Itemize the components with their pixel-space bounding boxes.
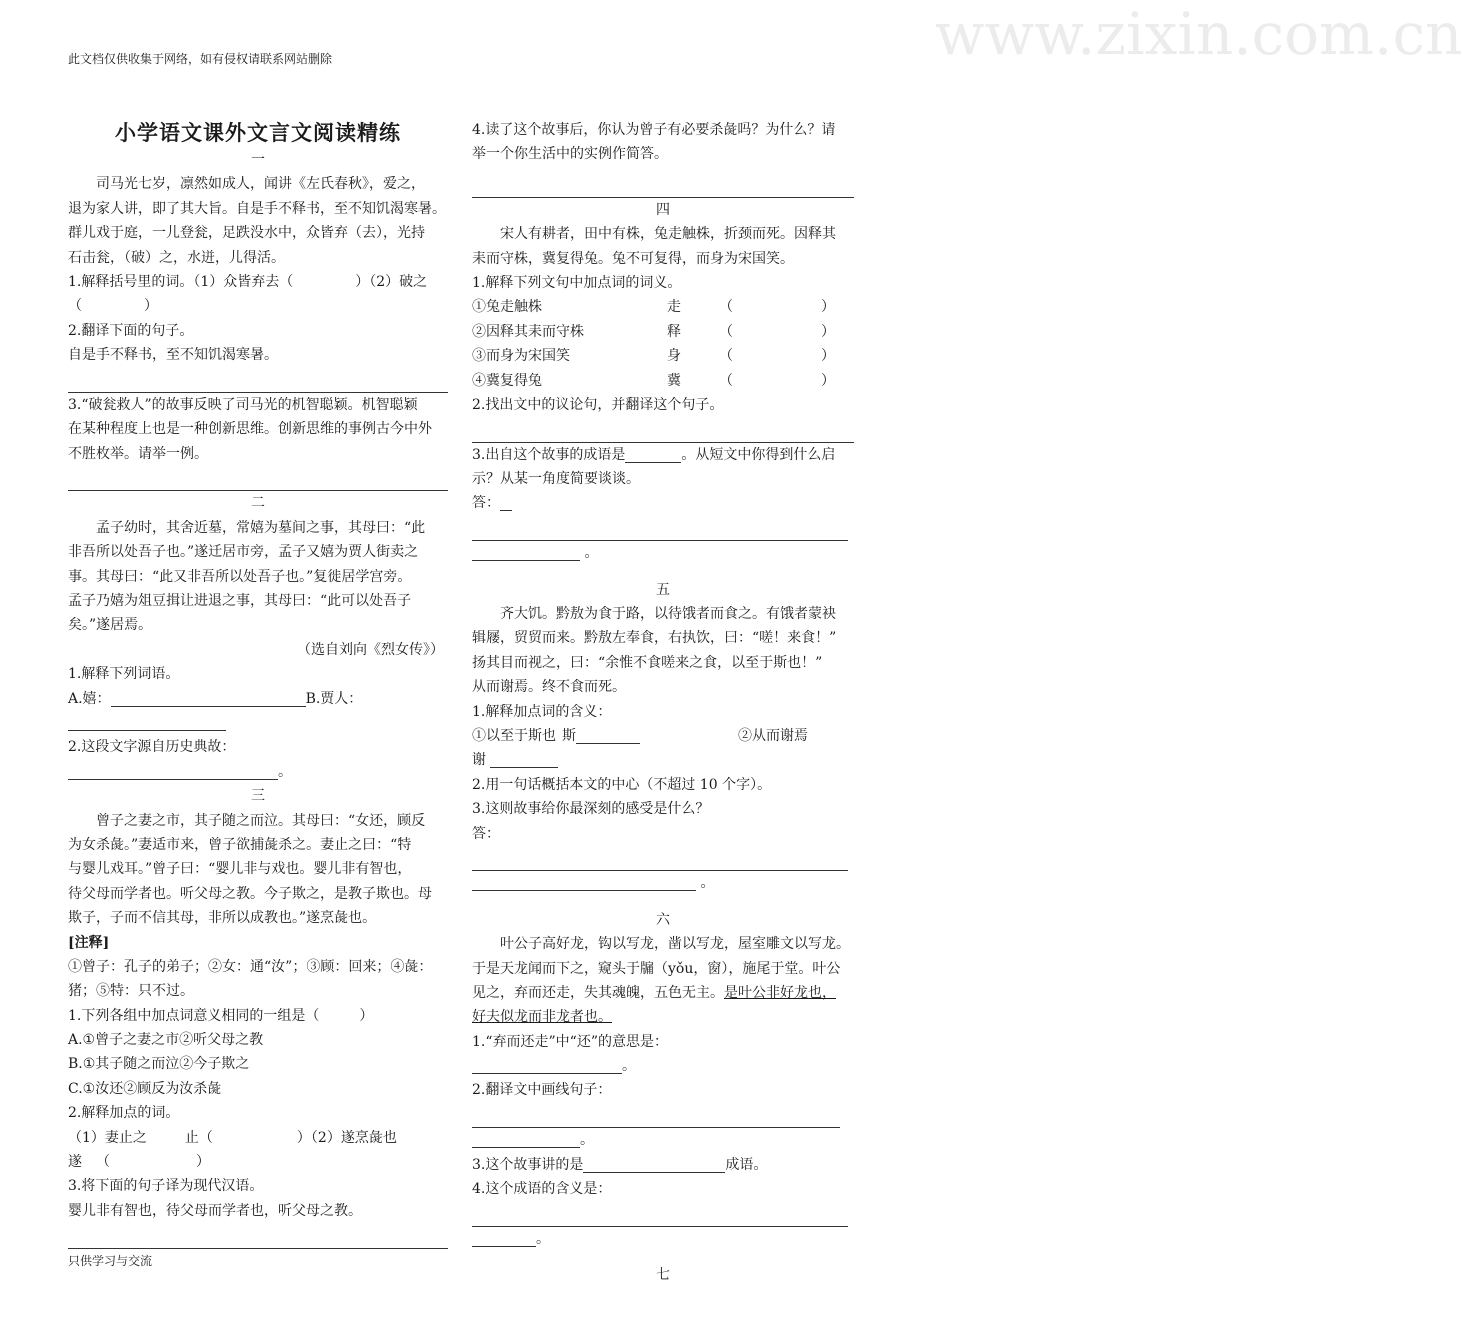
- passage-3-line: 待父母而学者也。听父母之教。今子欺之，是教子欺也。母: [68, 885, 432, 902]
- item-label: ）（2）遂烹彘也: [296, 1129, 397, 1146]
- question-1-3: 不胜枚举。请举一例。: [68, 445, 208, 462]
- paren: ）: [821, 348, 835, 365]
- answer-blank[interactable]: [583, 1156, 725, 1173]
- question-6-4: 4.这个成语的含义是：: [472, 1181, 612, 1198]
- question-5-3: 3.这则故事给你最深刻的感受是什么？: [472, 801, 710, 818]
- underlined-sentence: 是叶公非好龙也，: [724, 984, 836, 1001]
- section-number-4: 四: [656, 201, 670, 218]
- answer-label: 答：: [472, 825, 500, 842]
- question-text: （: [68, 298, 82, 315]
- question-4-3-cont: 示？从某一角度简要谈谈。: [472, 471, 640, 488]
- answer-blank-row: [472, 541, 854, 565]
- question-text: ）: [359, 1007, 374, 1024]
- option-b: B.①其子随之而泣②今子欺之: [68, 1056, 250, 1073]
- answer-line[interactable]: [472, 846, 848, 871]
- item-label: 遂: [68, 1154, 82, 1171]
- answer-blank-row: [472, 1128, 854, 1152]
- question-3-4: 举一个你生活中的实例作简答。: [472, 146, 668, 163]
- period: 。: [536, 1230, 550, 1247]
- paren: （: [719, 348, 733, 365]
- question-1-3: 在某种程度上也是一种创新思维。创新思维的事例古今中外: [68, 421, 432, 438]
- answer-blank[interactable]: [472, 1057, 622, 1074]
- answer-blank[interactable]: [625, 446, 681, 463]
- answer-line[interactable]: [68, 368, 448, 393]
- passage-3-line: 欺子，子而不信其母，非所以成教也。”遂烹彘也。: [68, 910, 377, 927]
- question-6-3: [472, 1153, 854, 1177]
- question-2-2: 2.这段文字源自历史典故：: [68, 739, 236, 756]
- passage-2-line: 事。其母曰：“此又非吾所以处吾子也。”复徙居学宫旁。: [68, 568, 412, 585]
- paren: ）: [821, 372, 835, 389]
- passage-3-line: 曾子之妻之市，其子随之而泣。其母曰：“女还，顾反: [96, 812, 426, 829]
- answer-label: 答：: [472, 495, 500, 512]
- item-label: 止（: [184, 1129, 213, 1146]
- passage-6-line: [472, 981, 854, 1005]
- item-word: 释: [667, 323, 681, 340]
- section-number-3: 三: [251, 788, 265, 805]
- passage-1-line: 石击瓮，（破）之，水迸，儿得活。: [68, 249, 285, 266]
- answer-label-row: [472, 491, 854, 515]
- period: 。: [584, 545, 599, 562]
- item-word: 冀: [667, 372, 681, 389]
- period: 。: [580, 1132, 594, 1149]
- item-label: ）: [196, 1154, 210, 1171]
- question-text: 3.出自这个故事的成语是: [472, 446, 626, 463]
- answer-line[interactable]: [472, 167, 854, 198]
- item-sentence: ②因释其耒而守株: [472, 323, 584, 340]
- answer-blank[interactable]: [500, 494, 512, 511]
- passage-5-line: 辑屦，贸贸而来。黔敖左奉食，右执饮，曰：“嗟！来食！”: [472, 630, 837, 647]
- item-sentence: ①以至于斯也: [472, 727, 556, 744]
- answer-blank[interactable]: [68, 714, 226, 731]
- item-word: 身: [667, 348, 681, 365]
- question-3-2: 2.解释加点的词。: [68, 1105, 180, 1122]
- passage-3-line: 为女杀彘。”妻适市来，曾子欲捕彘杀之。妻止之曰：“特: [68, 836, 412, 853]
- passage-2-line: 矣。”遂居焉。: [68, 617, 153, 634]
- question-4-3: [472, 443, 854, 467]
- question-3-2-items-cont: [68, 1150, 448, 1174]
- paren: （: [719, 372, 733, 389]
- question-3-2-items: [68, 1126, 448, 1150]
- passage-5-line: 从而谢焉。终不食而死。: [472, 679, 626, 696]
- header-note: 此文档仅供收集于网络，如有侵权请联系网站删除: [68, 52, 333, 66]
- question-text: 1.解释括号里的词。（1）众皆弃去（: [68, 273, 294, 290]
- note-line: 猪；⑤特：只不过。: [68, 983, 194, 1000]
- item-word: 谢: [472, 752, 486, 769]
- question-text: ）（2）破之: [355, 273, 428, 290]
- item-sentence: ②从而谢焉: [738, 727, 808, 744]
- question-3-1: [68, 1004, 448, 1028]
- question-5-1-items: [472, 724, 854, 748]
- passage-4-line: 宋人有耕者，田中有株，兔走触株，折颈而死。因释其: [500, 226, 836, 243]
- passage-2-line: 孟子乃嬉为俎豆揖让进退之事，其母曰：“此可以处吾子: [68, 593, 412, 610]
- question-4-1: 1.解释下列文句中加点词的词义。: [472, 274, 682, 291]
- left-column: [68, 118, 448, 1249]
- passage-5-line: 扬其目而视之，曰：“余惟不食嗟来之食，以至于斯也！”: [472, 654, 823, 671]
- question-4-1-item: [472, 344, 854, 368]
- passage-2-line: 非吾所以处吾子也。”遂迁居市旁，孟子又嬉为贾人街卖之: [68, 544, 419, 561]
- question-text: 成语。: [725, 1156, 768, 1173]
- question-1-2: 2.翻译下面的句子。: [68, 322, 194, 339]
- question-1-1-cont: [68, 294, 448, 318]
- item-label: （1）妻止之: [68, 1129, 147, 1146]
- item-sentence: ①兔走触株: [472, 299, 542, 316]
- question-5-2: 2.用一句话概括本文的中心（不超过 10 个字）。: [472, 776, 772, 793]
- option-a: A.①曾子之妻之市②听父母之教: [68, 1032, 264, 1049]
- passage-6-line: 于是天龙闻而下之，窥头于牖（yǒu，窗），施尾于堂。叶公: [472, 960, 841, 977]
- item-label: （: [96, 1154, 110, 1171]
- item-sentence: ③而身为宋国笑: [472, 348, 570, 365]
- passage-6-line: 叶公子高好龙，钩以写龙，凿以写龙，屋室雕文以写龙。: [500, 936, 850, 953]
- question-4-2: 2.找出文中的议论句，并翻译这个句子。: [472, 396, 724, 413]
- question-3-4: 4.读了这个故事后，你认为曾子有必要杀彘吗？为什么？请: [472, 122, 836, 138]
- question-3-3: 3.将下面的句子译为现代汉语。: [68, 1178, 264, 1195]
- question-3-3-sentence: 婴儿非有智也，待父母而学者也，听父母之教。: [68, 1202, 362, 1219]
- answer-blank[interactable]: [68, 763, 278, 780]
- question-2-1-items: [68, 687, 448, 711]
- question-4-1-item: [472, 369, 854, 393]
- underlined-sentence: 好夫似龙而非龙者也。: [472, 1009, 612, 1026]
- note-line: ①曾子：孔子的弟子；②女：通“汝”；③顾：回来；④彘：: [68, 958, 433, 975]
- answer-blank[interactable]: [490, 751, 558, 768]
- answer-blank[interactable]: [472, 1131, 580, 1148]
- answer-blank[interactable]: [472, 1230, 536, 1247]
- passage-1-line: 退为家人讲，即了其大旨。自是手不释书，至不知饥渴寒暑。: [68, 200, 446, 217]
- question-text: 。从短文中你得到什么启: [681, 446, 836, 463]
- answer-line[interactable]: [472, 1103, 840, 1128]
- answer-blank[interactable]: [576, 727, 640, 744]
- section-number-1: 一: [251, 152, 265, 168]
- passage-text: 见之，弃而还走，失其魂魄，五色无主。: [472, 984, 724, 1001]
- passage-2-line: 孟子幼时，其舍近墓，常嬉为墓间之事，其母曰：“此: [96, 519, 426, 536]
- passage-4-line: 耒而守株，冀复得兔。兔不可复得，而身为宋国笑。: [472, 250, 794, 267]
- question-text: 3.这个故事讲的是: [472, 1156, 584, 1173]
- question-6-1: 1.“弃而还走”中“还”的意思是：: [472, 1033, 668, 1050]
- section-number-6: 六: [656, 911, 670, 928]
- answer-blank-row: [472, 871, 854, 895]
- section-number-7: 七: [656, 1267, 670, 1284]
- question-5-1: 1.解释加点词的含义：: [472, 703, 612, 720]
- question-1-2-sentence: 自是手不释书，至不知饥渴寒暑。: [68, 347, 278, 364]
- item-label: B.贾人：: [305, 690, 363, 707]
- question-4-1-item: [472, 295, 854, 319]
- paren: （: [719, 299, 733, 316]
- watermark: www.zixin.com.cn: [935, 0, 1462, 68]
- source-citation: （选自刘向《烈女传》）: [297, 641, 444, 658]
- paren: ）: [821, 299, 835, 316]
- passage-3-line: 与婴儿戏耳。”曾子曰：“婴儿非与戏也。婴儿非有智也，: [68, 861, 412, 878]
- footer-note: 只供学习与交流: [68, 1254, 153, 1268]
- question-2-1: 1.解释下列词语。: [68, 666, 180, 683]
- question-4-1-item: [472, 320, 854, 344]
- notes-heading: [注释]: [68, 934, 110, 951]
- item-label: A.嬉：: [68, 690, 111, 707]
- answer-line[interactable]: [472, 417, 854, 442]
- answer-line[interactable]: [68, 466, 448, 491]
- passage-6-line: [472, 1005, 854, 1029]
- paren: （: [719, 323, 733, 340]
- item-sentence: ④冀复得兔: [472, 372, 542, 389]
- answer-blank-row: [68, 760, 448, 784]
- question-1-1: [68, 270, 448, 294]
- item-word: 走: [667, 299, 681, 316]
- question-text: 1.下列各组中加点词意义相同的一组是（: [68, 1007, 320, 1024]
- page-title: 小学语文课外文言文阅读精练: [115, 120, 401, 145]
- answer-blank-row: [68, 711, 448, 735]
- item-word: 斯: [562, 727, 576, 744]
- answer-blank[interactable]: [472, 874, 696, 891]
- passage-5-line: 齐大饥。黔敖为食于路，以待饿者而食之。有饿者蒙袂: [500, 606, 836, 623]
- period: 。: [622, 1058, 636, 1075]
- option-c: C.①汝还②顾反为汝杀彘: [68, 1080, 222, 1097]
- answer-line[interactable]: [68, 1223, 448, 1248]
- passage-1-line: 群儿戏于庭，一儿登瓮，足跌没水中，众皆弃（去），光持: [68, 225, 425, 242]
- answer-blank[interactable]: [472, 544, 580, 561]
- answer-blank-row: [472, 1227, 854, 1251]
- question-5-1-items-cont: [472, 748, 854, 772]
- passage-1-line: 司马光七岁，凛然如成人，闻讲《左氏春秋》，爱之，: [96, 176, 425, 193]
- answer-line[interactable]: [472, 1201, 848, 1226]
- answer-blank-row: [472, 1054, 854, 1078]
- answer-line[interactable]: [472, 516, 848, 541]
- answer-blank[interactable]: [111, 690, 306, 707]
- paren: ）: [821, 323, 835, 340]
- period: 。: [700, 875, 715, 892]
- section-number-2: 二: [251, 495, 265, 512]
- right-column: [472, 118, 854, 1288]
- period: 。: [278, 763, 292, 780]
- section-number-5: 五: [656, 581, 670, 598]
- question-text: ）: [144, 298, 158, 315]
- question-1-3: 3.“破瓮救人”的故事反映了司马光的机智聪颖。机智聪颖: [68, 396, 418, 413]
- question-6-2: 2.翻译文中画线句子：: [472, 1082, 612, 1099]
